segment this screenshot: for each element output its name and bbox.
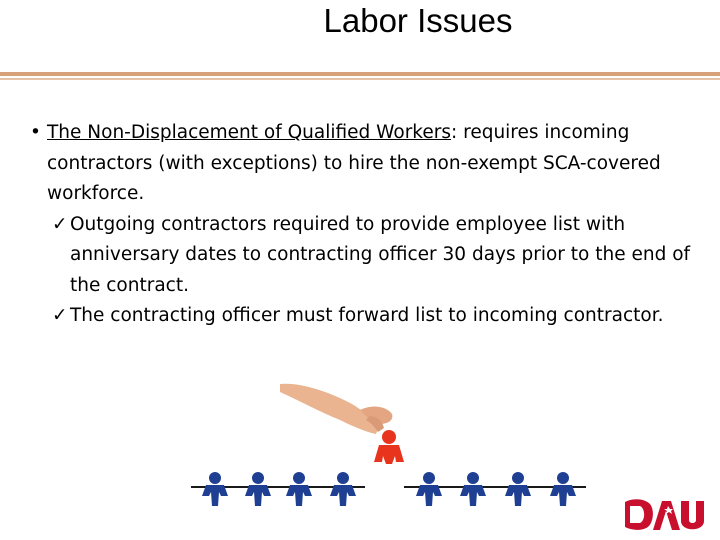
person-icon <box>505 472 531 506</box>
bullet-marker: • <box>30 122 41 143</box>
person-icon <box>202 472 228 506</box>
red-figure-icon <box>374 430 404 464</box>
person-icon <box>460 472 486 506</box>
person-icon <box>286 472 312 506</box>
person-icon <box>245 472 271 506</box>
person-icon <box>416 472 442 506</box>
check-icon: ✓ <box>52 305 68 326</box>
check-icon: ✓ <box>52 213 68 235</box>
dau-logo-icon <box>624 496 710 534</box>
blue-figures <box>202 472 576 506</box>
person-icon <box>330 472 356 506</box>
sub-bullet-text: Outgoing contractors required to provide employee list with anniversary dates to contracting officer 30 days prior to the end of the contract. <box>70 213 691 296</box>
bullet-body: : requires incoming contractors (with exceptions) to hire the non-exempt SCA-covered workforce. <box>47 122 661 204</box>
hand-icon <box>280 384 392 434</box>
bullet-heading: The Non-Displacement of Qualified Workers <box>47 122 451 143</box>
person-icon <box>550 472 576 506</box>
sub-bullet-text: The contracting officer must forward list to incoming contractor. <box>70 305 664 326</box>
slide-title: Labor Issues <box>323 2 513 39</box>
